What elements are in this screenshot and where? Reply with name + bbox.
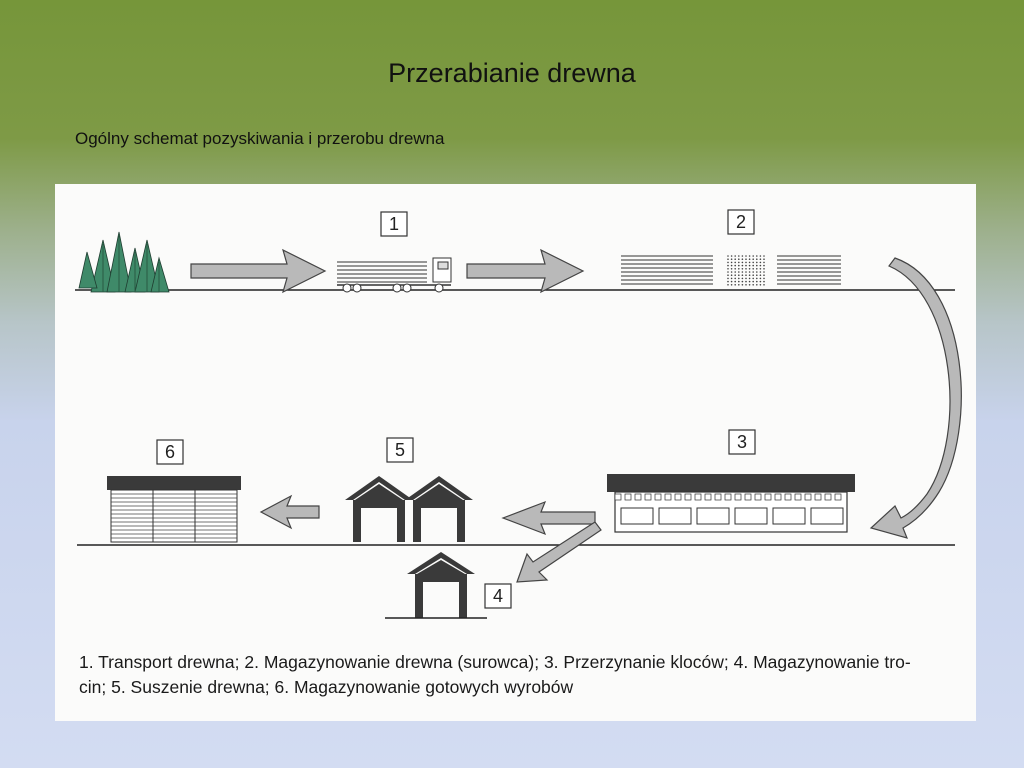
step-4-number: 4 xyxy=(492,586,504,606)
log-end-dot xyxy=(752,258,754,260)
sawmill-vent xyxy=(655,494,661,500)
sawmill-vent xyxy=(725,494,731,500)
log-end-dot xyxy=(727,271,729,273)
log-end-dot xyxy=(734,271,736,273)
log-end-dot xyxy=(738,278,740,280)
log-end-dot xyxy=(727,278,729,280)
caption-line-2: cin; 5. Suszenie drewna; 6. Magazynowanie gotowych wyrobów xyxy=(79,677,574,697)
drying-sheds-icon xyxy=(345,476,473,542)
sawmill-vent xyxy=(805,494,811,500)
log-end-dot xyxy=(760,258,762,260)
sawmill-window xyxy=(735,508,767,524)
log-truck-icon xyxy=(337,258,451,292)
log-end-dot xyxy=(734,255,736,257)
log-end-dot xyxy=(749,281,751,283)
slide-subtitle: Ogólny schemat pozyskiwania i przerobu drewna xyxy=(75,129,445,148)
log-end-dot xyxy=(742,265,744,267)
arrow-to-finished xyxy=(261,496,319,528)
log-end-dot xyxy=(756,271,758,273)
step-6-number: 6 xyxy=(164,442,176,462)
log-end-dot xyxy=(752,284,754,286)
log-end-dot xyxy=(756,262,758,264)
log-end-dot xyxy=(749,258,751,260)
sawmill-vent xyxy=(745,494,751,500)
log-end-dot xyxy=(763,274,765,276)
log-end-dot xyxy=(731,265,733,267)
log-end-dot xyxy=(738,255,740,257)
log-end-dot xyxy=(734,278,736,280)
log-end-dot xyxy=(752,262,754,264)
log-end-dot xyxy=(731,262,733,264)
log-end-dot xyxy=(734,262,736,264)
caption-line-1: 1. Transport drewna; 2. Magazynowanie drewna (surowca); 3. Przerzynanie kloców; 4. Magazynowanie tro- xyxy=(79,652,911,672)
log-end-dot xyxy=(763,262,765,264)
log-end-dot xyxy=(752,274,754,276)
log-end-dot xyxy=(745,281,747,283)
log-end-dot xyxy=(727,258,729,260)
log-end-dot xyxy=(760,281,762,283)
log-end-dot xyxy=(731,268,733,270)
log-end-dot xyxy=(742,281,744,283)
sawmill-window xyxy=(811,508,843,524)
log-end-dot xyxy=(731,284,733,286)
process-diagram xyxy=(55,184,976,721)
sawmill-building-icon xyxy=(607,474,855,532)
log-end-dot xyxy=(734,268,736,270)
sawmill-vent xyxy=(615,494,621,500)
log-end-dot xyxy=(738,268,740,270)
sawdust-storage-icon xyxy=(385,552,487,618)
log-end-dot xyxy=(738,281,740,283)
log-end-dot xyxy=(760,278,762,280)
log-end-dot xyxy=(742,284,744,286)
log-end-dot xyxy=(749,268,751,270)
sawmill-vent xyxy=(815,494,821,500)
log-end-dot xyxy=(738,258,740,260)
log-end-dot xyxy=(734,274,736,276)
log-end-dot xyxy=(752,278,754,280)
log-end-dot xyxy=(763,258,765,260)
log-end-dot xyxy=(727,255,729,257)
arrow-to-drying xyxy=(503,502,595,534)
log-end-dot xyxy=(738,284,740,286)
sawmill-window xyxy=(773,508,805,524)
log-end-dot xyxy=(742,262,744,264)
arrow-to-storage xyxy=(467,250,583,292)
sawmill-vent xyxy=(695,494,701,500)
log-end-dot xyxy=(731,271,733,273)
log-end-dot xyxy=(731,274,733,276)
log-end-dot xyxy=(734,284,736,286)
log-end-dot xyxy=(745,278,747,280)
log-end-dot xyxy=(727,265,729,267)
log-end-dot xyxy=(738,265,740,267)
step-2-badge xyxy=(728,210,754,234)
log-end-dot xyxy=(752,268,754,270)
log-end-dot xyxy=(749,284,751,286)
log-end-dot xyxy=(760,255,762,257)
log-end-dot xyxy=(756,278,758,280)
log-end-dot xyxy=(763,255,765,257)
step-5-badge xyxy=(387,438,413,462)
log-end-dot xyxy=(745,274,747,276)
log-end-dot xyxy=(756,281,758,283)
log-end-dot xyxy=(734,265,736,267)
sawmill-window xyxy=(697,508,729,524)
log-end-dot xyxy=(745,258,747,260)
log-end-dot xyxy=(738,271,740,273)
log-end-dot xyxy=(727,281,729,283)
log-end-dot xyxy=(731,281,733,283)
sawmill-vent xyxy=(645,494,651,500)
step-3-badge xyxy=(729,430,755,454)
log-end-dot xyxy=(756,268,758,270)
sawmill-vent xyxy=(705,494,711,500)
sawmill-window xyxy=(659,508,691,524)
log-end-dot xyxy=(760,284,762,286)
step-5-number: 5 xyxy=(394,440,406,460)
log-end-dot xyxy=(731,255,733,257)
log-end-dot xyxy=(752,281,754,283)
log-end-dot xyxy=(727,274,729,276)
log-end-dot xyxy=(756,274,758,276)
step-1-number: 1 xyxy=(388,214,400,234)
log-end-dot xyxy=(745,255,747,257)
log-storage-icon xyxy=(621,256,841,284)
sawmill-vent xyxy=(715,494,721,500)
sawmill-vent xyxy=(775,494,781,500)
forest-icon xyxy=(79,232,169,292)
sawmill-vent xyxy=(635,494,641,500)
log-end-dot xyxy=(763,278,765,280)
log-end-dot xyxy=(745,265,747,267)
sawmill-vent xyxy=(795,494,801,500)
log-end-dot xyxy=(727,262,729,264)
step-4-badge xyxy=(485,584,511,608)
log-end-dot xyxy=(763,265,765,267)
sawmill-vent xyxy=(625,494,631,500)
log-end-dot xyxy=(745,284,747,286)
log-end-dot xyxy=(745,268,747,270)
log-end-dot xyxy=(756,284,758,286)
step-3-number: 3 xyxy=(736,432,748,452)
log-end-dot xyxy=(756,258,758,260)
log-end-dot xyxy=(742,274,744,276)
log-end-dot xyxy=(742,268,744,270)
log-end-dot xyxy=(734,281,736,283)
sawmill-vent xyxy=(835,494,841,500)
step-6-badge xyxy=(157,440,183,464)
sawmill-vent xyxy=(785,494,791,500)
log-end-dot xyxy=(742,255,744,257)
log-end-dot xyxy=(731,258,733,260)
log-ends-dots xyxy=(727,255,765,285)
log-end-dot xyxy=(742,278,744,280)
log-end-dot xyxy=(752,255,754,257)
log-end-dot xyxy=(760,271,762,273)
log-end-dot xyxy=(760,262,762,264)
log-end-dot xyxy=(745,262,747,264)
log-end-dot xyxy=(742,271,744,273)
finished-goods-warehouse-icon xyxy=(107,476,241,542)
diagram-caption xyxy=(79,650,959,700)
sawmill-window xyxy=(621,508,653,524)
sawmill-vent xyxy=(665,494,671,500)
log-end-dot xyxy=(749,271,751,273)
log-end-dot xyxy=(742,258,744,260)
log-end-dot xyxy=(745,271,747,273)
log-end-dot xyxy=(763,281,765,283)
log-end-dot xyxy=(760,274,762,276)
step-1-badge xyxy=(381,212,407,236)
log-end-dot xyxy=(727,284,729,286)
sawmill-vent xyxy=(765,494,771,500)
log-end-dot xyxy=(752,265,754,267)
log-end-dot xyxy=(760,265,762,267)
diagram-drawing xyxy=(55,184,976,721)
log-end-dot xyxy=(763,284,765,286)
log-end-dot xyxy=(738,262,740,264)
sawmill-vent xyxy=(825,494,831,500)
sawmill-vent xyxy=(735,494,741,500)
log-end-dot xyxy=(752,271,754,273)
log-end-dot xyxy=(763,271,765,273)
log-end-dot xyxy=(734,258,736,260)
arrow-to-transport xyxy=(191,250,325,292)
log-end-dot xyxy=(749,274,751,276)
curved-arrow-to-sawmill xyxy=(871,258,961,538)
log-end-dot xyxy=(760,268,762,270)
log-end-dot xyxy=(738,274,740,276)
log-end-dot xyxy=(749,262,751,264)
log-end-dot xyxy=(749,278,751,280)
log-end-dot xyxy=(756,265,758,267)
sawmill-vent xyxy=(755,494,761,500)
step-2-number: 2 xyxy=(735,212,747,232)
log-end-dot xyxy=(749,255,751,257)
log-end-dot xyxy=(763,268,765,270)
log-end-dot xyxy=(756,255,758,257)
arrow-to-sawdust xyxy=(517,522,601,582)
log-end-dot xyxy=(727,268,729,270)
sawmill-vent xyxy=(675,494,681,500)
log-end-dot xyxy=(749,265,751,267)
sawmill-vent xyxy=(685,494,691,500)
slide-title: Przerabianie drewna xyxy=(388,58,636,88)
log-end-dot xyxy=(731,278,733,280)
